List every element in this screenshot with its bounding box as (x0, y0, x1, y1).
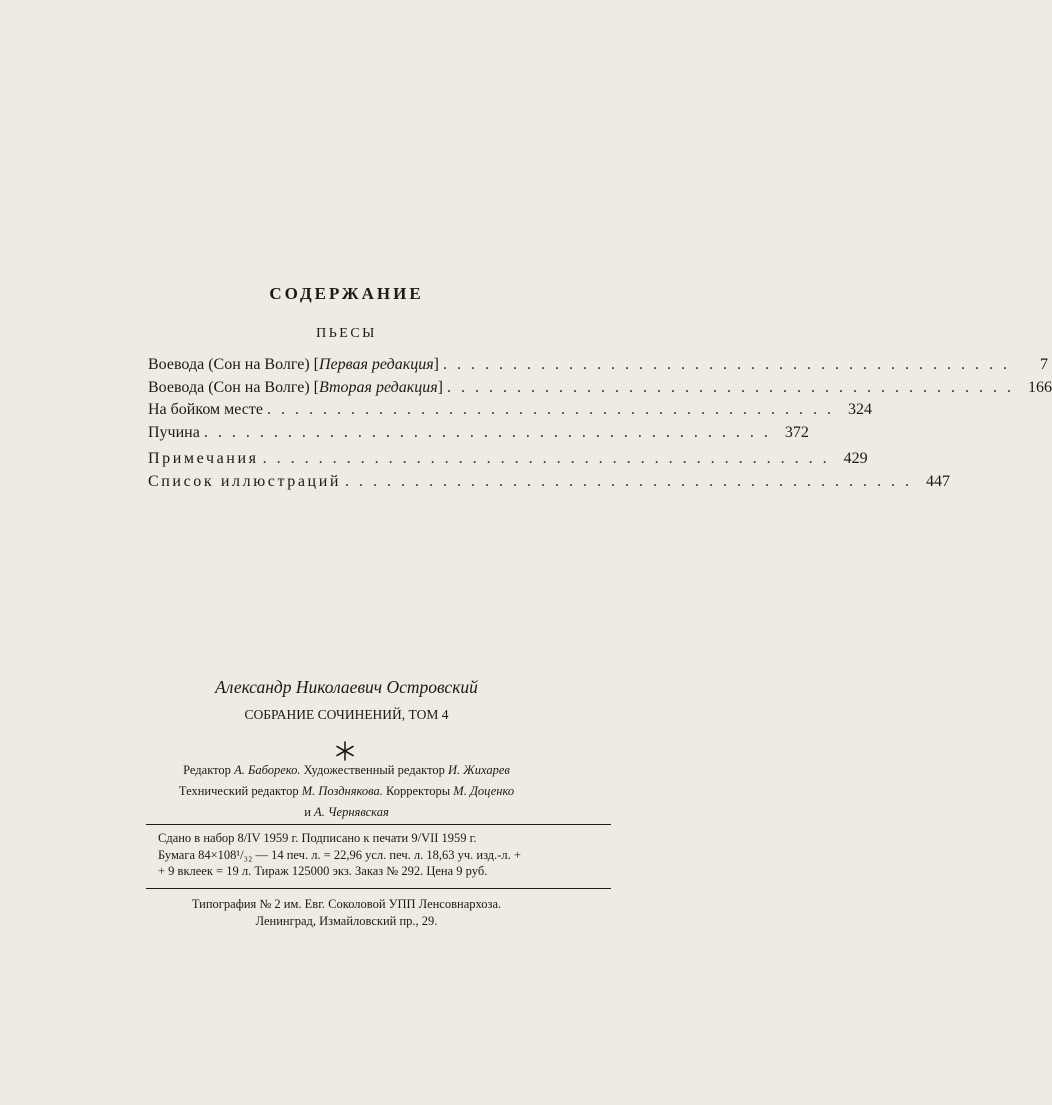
tech-editor-label: Технический редактор (178, 784, 299, 798)
toc-entry-title: Пучина (148, 423, 200, 441)
toc-entry-title: На бойком месте (148, 401, 263, 418)
table-of-contents (148, 356, 1052, 495)
editors-line (140, 802, 553, 823)
print-details (158, 830, 598, 880)
toc-page-number: 166 (1028, 378, 1052, 396)
toc-page-number: 7 (1039, 356, 1048, 373)
printer-line: Типография № 2 им. Евг. Соколовой УПП Ленсовнархоза. (191, 897, 502, 911)
toc-entry-title: Примечания (148, 450, 259, 467)
toc-page-number: 372 (784, 423, 809, 441)
divider-rule (146, 824, 611, 825)
leader-dots: . . . . . . . . . . . . . . . . . . . . . . . . . . . . . . . . . . . . . . . . . (266, 401, 834, 418)
editors-line (140, 760, 553, 781)
toc-entry-title: Воевода (Сон на Волге) [ (148, 356, 319, 373)
editors-credits (140, 760, 553, 823)
print-line: + 9 вклеек = 19 л. Тираж 125000 экз. Заказ № 292. Цена 9 руб. (158, 864, 488, 878)
colophon-author: Александр Николаевич Островский (215, 677, 478, 697)
toc-entry (148, 450, 868, 473)
toc-entry: Воевода (Сон на Волге) [Вторая редакция] . . . . . . . . . . . . . . . . . . . . . . . . . . . . . . . . . . . . . . . . . 166 (148, 378, 1052, 396)
toc-entry-note: Вторая редакция (318, 378, 438, 396)
print-line: Сдано в набор 8/IV 1959 г. Подписано к печати 9/VII 1959 г. (158, 831, 477, 845)
toc-entry (148, 472, 951, 496)
printer-line: Ленинград, Измайловский пр., 29. (255, 914, 438, 928)
colophon-work-title: СОБРАНИЕ СОЧИНЕНИЙ, ТОМ 4 (244, 707, 449, 722)
proofreader-name: М. Доценко (453, 784, 515, 798)
leader-dots: . . . . . . . . . . . . . . . . . . . . . . . . . . . . . . . . . . . . . . . . . (345, 472, 913, 490)
conjunction: и (304, 805, 311, 819)
proofreaders-label: Корректоры (386, 784, 451, 798)
tech-editor-name: М. Позднякова. (301, 784, 383, 798)
print-line: Бумага 84×108¹/₃₂ — 14 печ. л. = 22,96 усл. печ. л. 18,63 уч. изд.-л. + (158, 847, 521, 862)
art-editor-name: И. Жихарев (448, 763, 510, 777)
editors-line (140, 781, 553, 802)
editor-name: А. Бабореко. (234, 763, 301, 777)
leader-dots: . . . . . . . . . . . . . . . . . . . . . . . . . . . . . . . . . . . . . . . . . (203, 423, 771, 441)
leader-dots: . . . . . . . . . . . . . . . . . . . . . . . . . . . . . . . . . . . . . . . . . (447, 378, 1014, 396)
toc-page-number: 447 (926, 472, 951, 490)
contents-title: СОДЕРЖАНИЕ (269, 284, 424, 303)
divider-rule (146, 888, 611, 889)
toc-page-number: 324 (847, 401, 872, 418)
art-editor-label: Художественный редактор (303, 763, 445, 777)
toc-entry: Воевода (Сон на Волге) [Первая редакция] . . . . . . . . . . . . . . . . . . . . . . . . . . . . . . . . . . . . . . . . . 7 (148, 356, 1048, 373)
toc-entry (148, 401, 872, 424)
section-heading: ПЬЕСЫ (316, 326, 377, 341)
editor-label: Редактор (183, 763, 231, 777)
leader-dots: . . . . . . . . . . . . . . . . . . . . . . . . . . . . . . . . . . . . . . . . . (262, 450, 830, 467)
toc-entry-title: Воевода (Сон на Волге) [ (148, 378, 319, 396)
printer-info (0, 896, 693, 930)
toc-entry-note: Первая редакция (318, 356, 434, 373)
toc-page-number: 429 (843, 450, 868, 467)
toc-entry (148, 423, 809, 447)
proofreader-name: А. Чернявская (314, 805, 389, 819)
leader-dots: . . . . . . . . . . . . . . . . . . . . . . . . . . . . . . . . . . . . . . . . . (442, 356, 1010, 373)
toc-entry-title: Список иллюстраций (148, 472, 342, 490)
